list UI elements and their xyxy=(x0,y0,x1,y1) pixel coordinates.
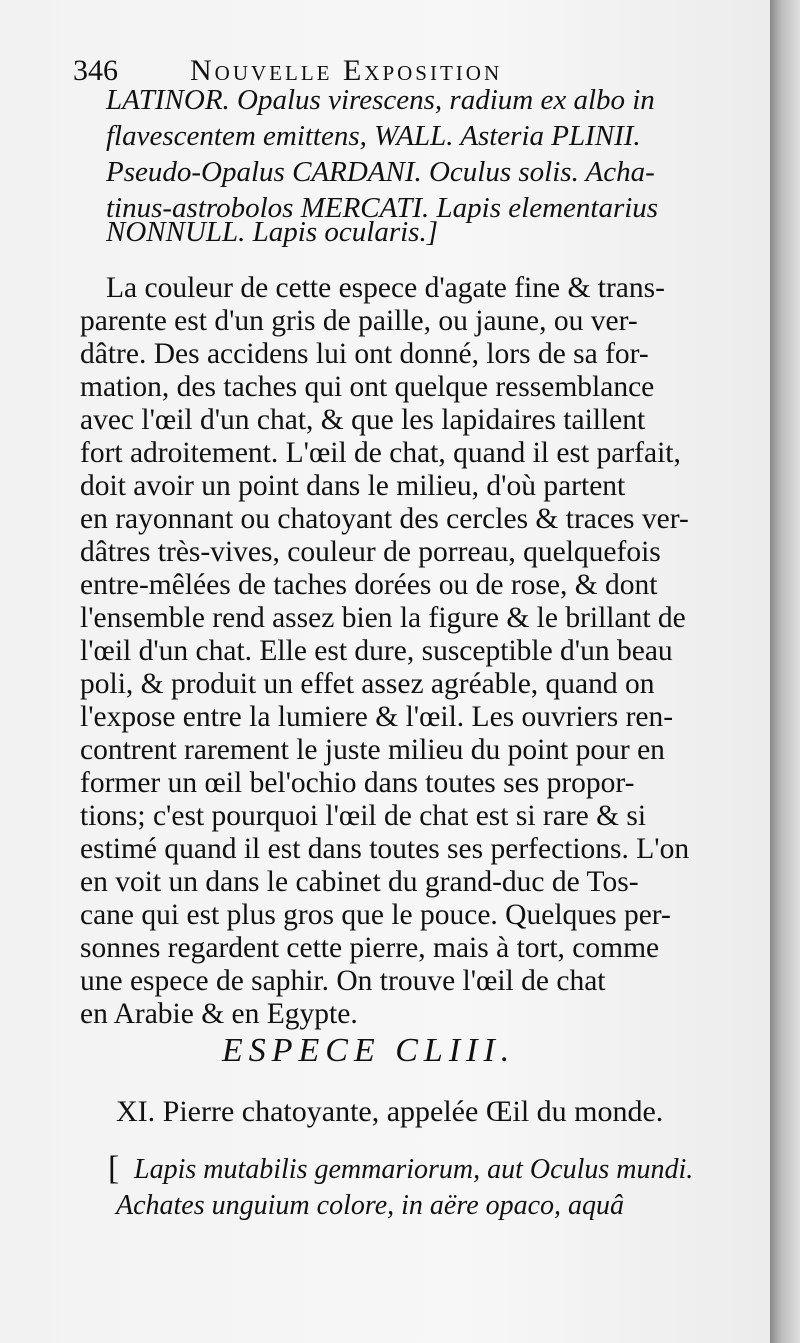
text-line: avec l'œil d'un chat, & que les lapidaires taillent xyxy=(80,404,646,436)
synonym-bracket: [ xyxy=(108,1150,120,1187)
page-edge xyxy=(770,0,800,1343)
text-line: contrent rarement le juste milieu du point pour en xyxy=(80,734,665,766)
species-synonym-line: Achates unguium colore, in aëre opaco, aquâ xyxy=(116,1190,625,1221)
text-line: l'expose entre la lumiere & l'œil. Les ouvriers ren- xyxy=(80,701,674,733)
text-line: en voit un dans le cabinet du grand-duc de Tos- xyxy=(80,866,639,898)
text-line: sonnes regardent cette pierre, mais à tort, comme xyxy=(80,932,660,964)
text-line: l'œil d'un chat. Elle est dure, susceptible d'un beau xyxy=(80,635,673,667)
text-line: dâtre. Des accidens lui ont donné, lors de sa for- xyxy=(80,338,649,370)
species-heading: ESPECE CLIII. xyxy=(222,1032,516,1069)
text-line: une espece de saphir. On trouve l'œil de chat xyxy=(80,965,606,997)
text-line: en rayonnant ou chatoyant des cercles & traces ver- xyxy=(80,503,689,535)
species-title: XI. Pierre chatoyante, appelée Œil du monde. xyxy=(116,1095,664,1128)
text-line: former un œil bel'ochio dans toutes ses propor- xyxy=(80,767,635,799)
synonym-line: Pseudo-Opalus CARDANI. Oculus solis. Acha- xyxy=(106,156,655,188)
text-line: fort adroitement. L'œil de chat, quand il est parfait, xyxy=(80,437,681,469)
text-line: cane qui est plus gros que le pouce. Quelques per- xyxy=(80,899,671,931)
text-line: estimé quand il est dans toutes ses perfections. L'on xyxy=(80,833,690,865)
running-title: Nouvelle Exposition xyxy=(190,54,503,87)
synonym-line: tinus-astrobolos MERCATI. Lapis elementarius xyxy=(106,192,659,224)
page-number: 346 xyxy=(73,54,118,87)
synonym-line: LATINOR. Opalus virescens, radium ex albo in xyxy=(106,84,655,116)
text-line: parente est d'un gris de paille, ou jaune, ou ver- xyxy=(80,305,638,337)
text-line: tions; c'est pourquoi l'œil de chat est si rare & si xyxy=(80,800,647,832)
species-synonym-line: Lapis mutabilis gemmariorum, aut Oculus mundi. xyxy=(134,1154,694,1185)
text-line: l'ensemble rend assez bien la figure & le brillant de xyxy=(80,602,686,634)
text-line: entre-mêlées de taches dorées ou de rose, & dont xyxy=(80,569,658,601)
text-line: La couleur de cette espece d'agate fine & trans- xyxy=(106,272,665,304)
text-line: mation, des taches qui ont quelque ressemblance xyxy=(80,371,655,403)
text-line: dâtres très-vives, couleur de porreau, quelquefois xyxy=(80,536,661,568)
synonym-line: NONNULL. Lapis ocularis.] xyxy=(106,216,438,248)
synonym-line: flavescentem emittens, WALL. Asteria PLINII. xyxy=(106,120,641,152)
text-line: poli, & produit un effet assez agréable, quand on xyxy=(80,668,655,700)
text-line: en Arabie & en Egypte. xyxy=(80,998,358,1030)
text-line: doit avoir un point dans le milieu, d'où partent xyxy=(80,470,626,502)
